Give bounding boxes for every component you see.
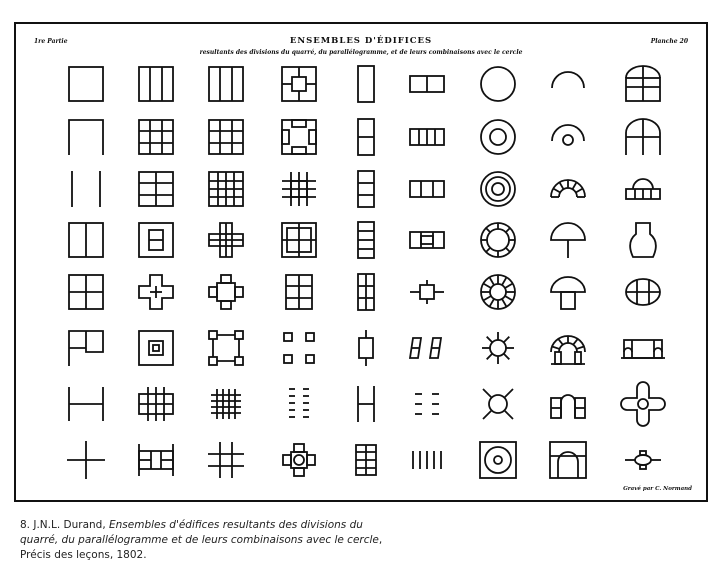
caption-title: Ensembles d'édifices resultants des divisions du quarré, du parallélogramme et de leurs combinaisons avec le cercle	[20, 519, 379, 546]
figure-square-inner	[139, 223, 173, 257]
figure-grid-3x3	[209, 120, 243, 154]
figure-square-quad	[69, 275, 103, 309]
figure-arch-window	[626, 66, 660, 101]
figure-square-grid-small	[356, 445, 376, 475]
plate-subtitle: resultants des divisions du quarré, du parallélogramme, et de leurs combinaisons avec le cercle	[199, 49, 523, 56]
figure-sun-small	[482, 332, 514, 364]
figure-square-circle	[480, 442, 516, 478]
figure-rect-tall-split	[358, 119, 374, 155]
figure-cross-lattice	[282, 172, 316, 206]
figure-cross-line	[67, 441, 105, 479]
figure-circle-ring	[481, 223, 515, 257]
plate-part-label: 1re Partie	[34, 38, 68, 45]
figure-grid	[16, 24, 706, 500]
figure-dome-stem	[551, 223, 585, 258]
figure-grid-3x3	[139, 120, 173, 154]
figure-dash-pair	[415, 394, 439, 414]
figure-caption	[20, 518, 400, 563]
figure-square-open-bottom	[69, 120, 103, 155]
figure-cross-room	[282, 67, 316, 101]
figure-square	[69, 67, 103, 101]
figure-quatrefoil	[621, 382, 665, 426]
figure-circle	[481, 67, 515, 101]
figure-rect-wide-2	[410, 76, 444, 92]
figure-parallel-bars	[410, 338, 441, 358]
plate-number-label: Planche 20	[650, 38, 688, 45]
caption-prefix: 8. J.N.L. Durand,	[20, 519, 109, 531]
figure-dome-base	[626, 179, 660, 199]
figure-cross-grid	[209, 223, 243, 257]
figure-circle-double	[481, 120, 515, 154]
figure-square-bisect	[69, 223, 103, 257]
figure-rect-tall	[358, 66, 374, 102]
figure-square-ell	[69, 331, 103, 366]
figure-hash-dense	[211, 389, 241, 419]
plate-title: ENSEMBLES D'ÉDIFICES	[289, 36, 433, 46]
plate-frame	[14, 22, 708, 502]
figure-vertical-lines	[413, 451, 441, 469]
figure-x-circle	[483, 389, 513, 419]
figure-square-concentric	[139, 331, 173, 365]
figure-square-corners	[209, 331, 243, 365]
figure-rect-grid	[286, 275, 312, 309]
figure-oval-cross	[626, 279, 660, 305]
figure-rect-ladder	[139, 444, 173, 476]
figure-grid-2x3	[139, 172, 173, 206]
figure-arch-square	[550, 442, 586, 478]
figure-arc-double	[552, 125, 584, 145]
figure-arc-open	[552, 72, 584, 88]
figure-vase-shape	[630, 223, 656, 257]
figure-rect-tall-4	[358, 222, 374, 258]
figure-two-lines	[72, 171, 100, 207]
figure-rect-tall-3	[358, 171, 374, 207]
caption-suffix: , Précis des leçons, 1802.	[20, 534, 383, 561]
figure-square-small-arms	[410, 280, 444, 304]
figure-arch-pillars	[551, 395, 585, 418]
figure-cross-plus	[139, 275, 173, 309]
figure-ladder	[358, 386, 374, 422]
figure-circle-spoked	[481, 275, 515, 309]
figure-grid-4x4	[209, 172, 243, 206]
figure-rect-wide-3	[410, 181, 444, 197]
figure-rect-arcade	[621, 340, 665, 358]
figure-cross-dome	[283, 444, 315, 476]
figure-plan-small	[625, 451, 661, 469]
engraver-credit: Gravé par C. Normand	[623, 486, 692, 492]
figure-rect-tall-grid	[358, 274, 374, 310]
figure-arch-open	[626, 119, 660, 155]
figure-hash-open	[208, 442, 244, 478]
figure-square-notched	[282, 120, 316, 154]
figure-rect-wide-4	[410, 129, 444, 145]
figure-square-tri	[209, 67, 243, 101]
figure-square-small-pins	[359, 330, 373, 366]
figure-dash-columns	[289, 389, 309, 417]
figure-grid-lattice	[139, 387, 173, 421]
figure-dots-4	[284, 333, 314, 363]
figure-circle-triple	[481, 172, 515, 206]
figure-rect-wide-bays	[410, 232, 444, 248]
figure-h-bar	[69, 387, 103, 421]
figure-arch-ring	[551, 336, 585, 364]
figure-mushroom	[551, 277, 585, 309]
figure-arc-segmented	[551, 180, 585, 197]
figure-square-grid-4	[282, 223, 316, 257]
figure-cross-square	[209, 275, 243, 309]
figure-square-tri	[139, 67, 173, 101]
